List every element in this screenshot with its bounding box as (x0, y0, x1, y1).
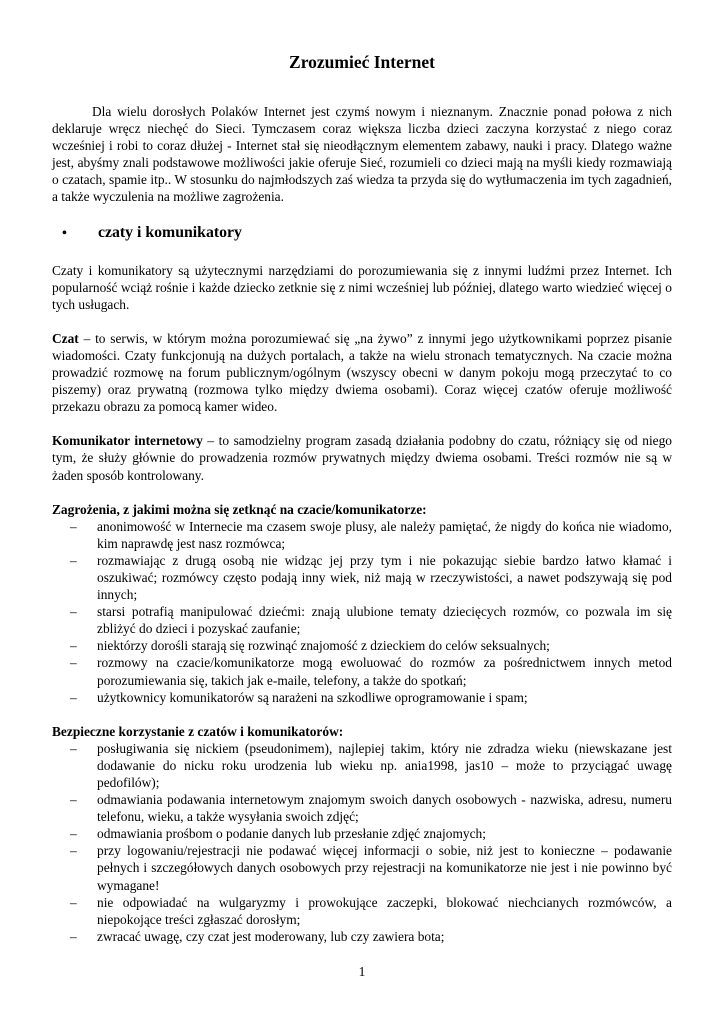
safe-use-title: Bezpieczne korzystanie z czatów i komunikatorów: (52, 723, 344, 739)
dash-bullet-icon: – (70, 826, 77, 842)
section-heading (52, 223, 672, 244)
list-item: – nie odpowiadać na wulgaryzmy i prowokujące zaczepki, blokować niechcianych rozmówców, a niepokojące treści zgłaszać dorosłym; (70, 894, 672, 927)
dash-bullet-icon: – (70, 518, 77, 534)
dash-bullet-icon: – (70, 740, 77, 756)
czat-term: Czat (52, 330, 79, 346)
list-item: – posługiwania się nickiem (pseudonimem), najlepiej takim, który nie zdradza wieku (niewskazane jest dodawanie do nicku roku urodzenia lub wieku np. ania1998, jas10 – może to przyciągać uwagę pedofilów); (70, 740, 672, 790)
bullet-icon: • (62, 225, 67, 241)
czat-definition-text: – to serwis, w którym można porozumiewać się „na żywo” z innymi jego użytkownikami poprzez pisanie wiadomości. Czaty funkcjonują na dużych portalach, a także na wielu stronach tematycznych. Na czacie można prowadzić rozmowę na forum publicznym/ogólnym (wszyscy obecni w danym pokoju mogą przeczytać to co piszemy) oraz prywatną (rozmowa tylko między dwiema osobami). Coraz więcej czatów oferuje możliwość przekazu obrazu za pomocą kamer wideo. (52, 330, 672, 415)
dash-bullet-icon: – (70, 689, 77, 705)
list-item: – odmawiania prośbom o podanie danych lub przesłanie zdjęć znajomych; (70, 826, 486, 842)
list-item: – rozmowy na czacie/komunikatorze mogą ewoluować do rozmów za pośrednictwem innych metod porozumiewania się, takich jak e-maile, telefony, a także do spotkań; (70, 655, 672, 688)
section-heading-text: czaty i komunikatory (98, 223, 242, 241)
list-item: – niektórzy dorośli starają się rozwinąć znajomość z dzieckiem do celów seksualnych; (70, 638, 550, 654)
czat-definition (52, 330, 672, 415)
threats-list (52, 518, 672, 706)
list-item: – przy logowaniu/rejestracji nie podawać więcej informacji o sobie, niż jest to konieczne – podawanie pełnych i szczegółowych danych osobowych przy rejestracji na komunikatorze nie jest i nie powinno być wymagane! (70, 843, 672, 893)
list-item: – zwracać uwagę, czy czat jest moderowany, lub czy zawiera bota; (70, 928, 445, 944)
dash-bullet-icon: – (70, 843, 77, 859)
dash-bullet-icon: – (70, 604, 77, 620)
dash-bullet-icon: – (70, 638, 77, 654)
page-title: Zrozumieć Internet (289, 52, 435, 72)
threats-title: Zagrożenia, z jakimi można się zetknąć na czacie/komunikatorze: (52, 501, 427, 517)
komunikator-definition (52, 432, 672, 483)
list-item: – anonimowość w Internecie ma czasem swoje plusy, ale należy pamiętać, że nigdy do końca nie wiadomo, kim naprawdę jest nasz rozmówca; (70, 518, 672, 551)
chat-intro-paragraph: Czaty i komunikatory są użytecznymi narzędziami do porozumiewania się z innymi ludźmi przez Internet. Ich popularność wciąż rośnie i każde dziecko zetknie się z nimi wcześniej lub później, dlatego warto wiedzieć więcej o tych usługach. (52, 262, 672, 312)
page-number: 1 (358, 964, 366, 979)
komunikator-definition-text: – to samodzielny program zasadą działania podobny do czatu, różniący się od niego tym, że służy głównie do prowadzenia rozmów prywatnych między dwiema osobami. Treści rozmów nie są w żaden sposób kontrolowany. (52, 433, 672, 483)
dash-bullet-icon: – (70, 928, 77, 944)
intro-paragraph: Dla wielu dorosłych Polaków Internet jest czymś nowym i nieznanym. Znacznie ponad połowa z nich deklaruje wręcz niechęć do Sieci. Tymczasem coraz większa liczba dzieci zaczyna korzystać z niego coraz wcześniej i robi to coraz dłużej - Internet stał się nieodłącznym elementem zabawy, nauki i pracy. Dlatego ważne jest, abyśmy znali podstawowe możliwości jakie oferuje Sieć, rozumieli co dzieci mają na myśli kiedy rozmawiają o czatach, spamie itp.. W stosunku do najmłodszych zaś wiedza ta przyda się do wytłumaczenia im tych zagadnień, a także wyczulenia na możliwe zagrożenia. (52, 104, 672, 205)
dash-bullet-icon: – (70, 552, 77, 568)
dash-bullet-icon: – (70, 655, 77, 671)
list-item: – użytkownicy komunikatorów są narażeni na szkodliwe oprogramowanie i spam; (70, 689, 528, 705)
dash-bullet-icon: – (70, 894, 77, 910)
dash-bullet-icon: – (70, 792, 77, 808)
list-item: – starsi potrafią manipulować dziećmi: znają ulubione tematy dziecięcych rozmów, co pozwala im się zbliżyć do dzieci i pozyskać zaufanie; (70, 604, 672, 637)
komunikator-term: Komunikator internetowy (52, 433, 203, 449)
list-item: – rozmawiając z drugą osobą nie widząc jej przy tym i nie pokazując siebie bardzo łatwo kłamać i oszukiwać; rozmówcy często podają inny wiek, niż mają w rzeczywistości, a nawet podszywają się pod innych; (70, 552, 672, 603)
safe-use-list (52, 740, 672, 945)
list-item: – odmawiania podawania internetowym znajomym swoich danych osobowych - nazwiska, adresu, numeru telefonu, wieku, a także wysyłania swoich zdjęć; (70, 792, 672, 825)
page-content (52, 50, 672, 945)
